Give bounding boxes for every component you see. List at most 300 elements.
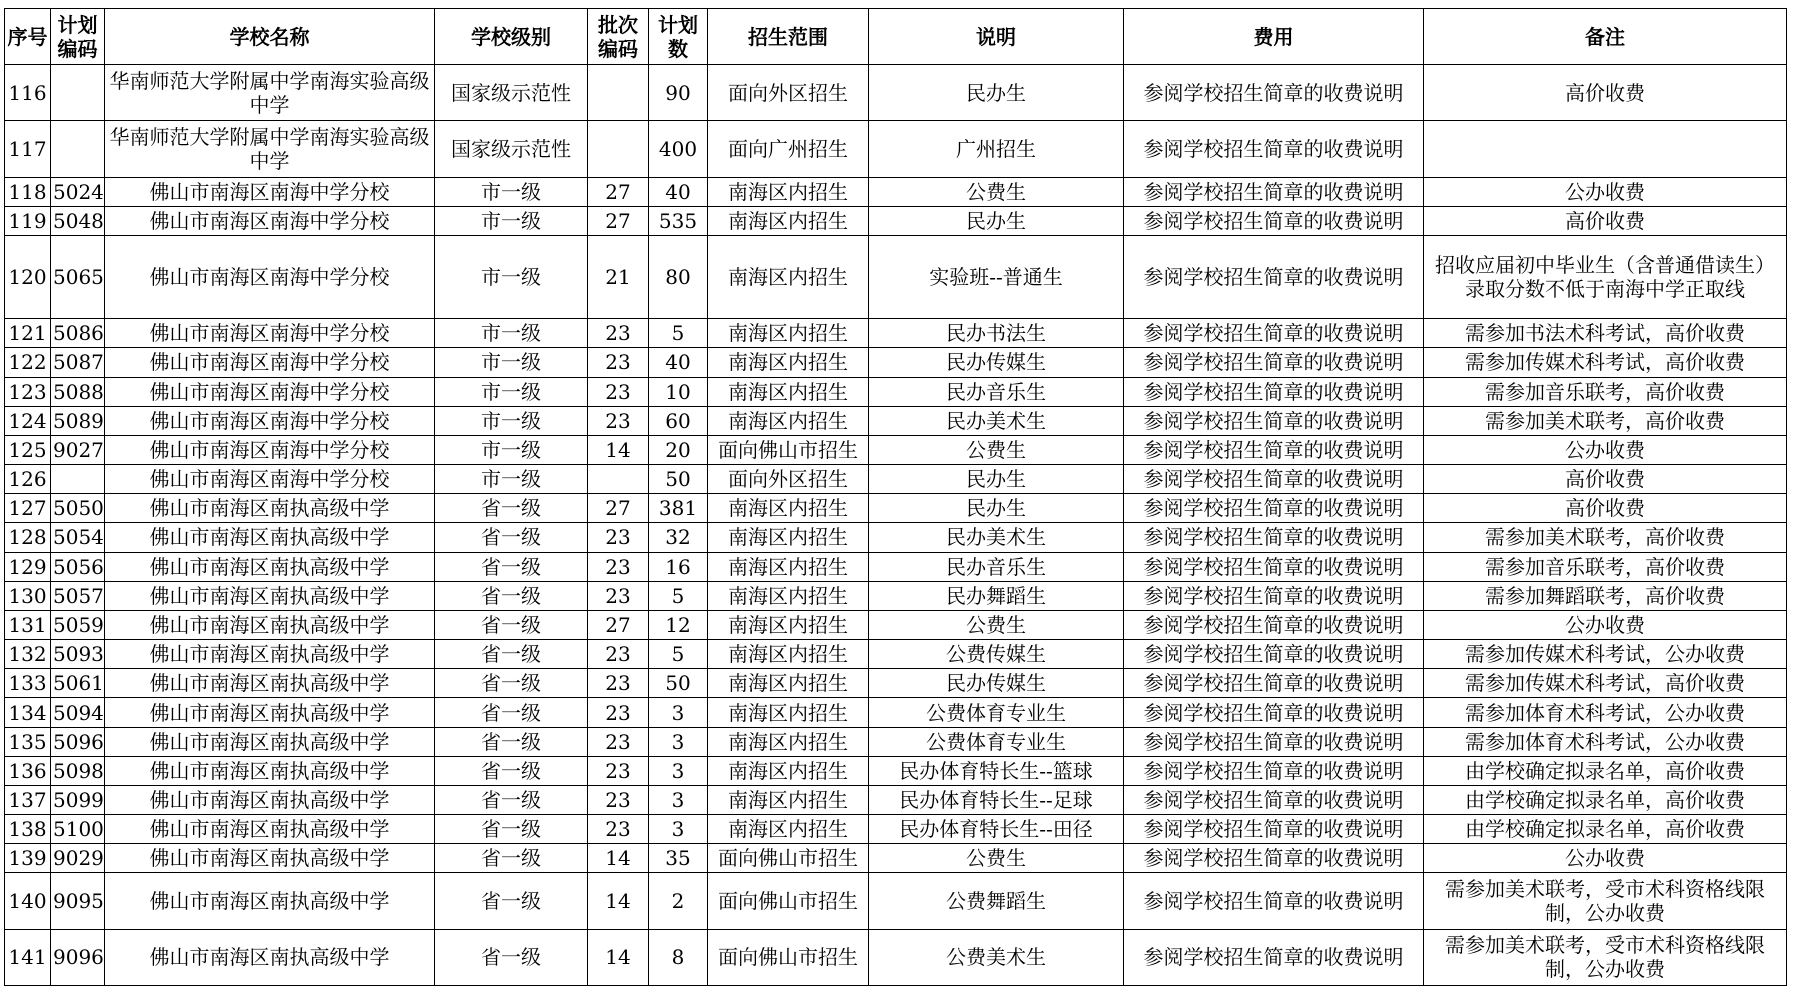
cell-plan-code: [51, 121, 105, 177]
cell-school-level: 国家级示范性: [435, 121, 588, 177]
cell-school-name: 佛山市南海区南执高级中学: [105, 815, 435, 844]
table-row: [5, 319, 1787, 348]
header-cell-enrollment-scope: 招生范围: [708, 9, 869, 65]
cell-fee: 参阅学校招生简章的收费说明: [1124, 929, 1424, 985]
cell-school-level: 省一级: [435, 844, 588, 873]
cell-index: 129: [5, 552, 51, 581]
cell-index: 123: [5, 377, 51, 406]
cell-remarks: 由学校确定拟录名单，高价收费: [1424, 815, 1787, 844]
cell-batch-code: 23: [588, 669, 649, 698]
cell-description: 民办生: [869, 494, 1124, 523]
cell-batch-code: [588, 121, 649, 177]
cell-school-level: 省一级: [435, 727, 588, 756]
cell-enrollment-scope: 南海区内招生: [708, 494, 869, 523]
cell-plan-count: 10: [649, 377, 708, 406]
cell-description: 公费体育专业生: [869, 727, 1124, 756]
table-row: [5, 494, 1787, 523]
cell-school-name: 华南师范大学附属中学南海实验高级中学: [105, 121, 435, 177]
cell-enrollment-scope: 面向佛山市招生: [708, 844, 869, 873]
enrollment-plan-table: [4, 8, 1787, 986]
cell-index: 139: [5, 844, 51, 873]
cell-plan-code: [51, 465, 105, 494]
cell-school-name: 佛山市南海区南海中学分校: [105, 319, 435, 348]
cell-fee: 参阅学校招生简章的收费说明: [1124, 523, 1424, 552]
header-cell-description: 说明: [869, 9, 1124, 65]
cell-fee: 参阅学校招生简章的收费说明: [1124, 552, 1424, 581]
cell-school-level: 省一级: [435, 523, 588, 552]
cell-school-level: 省一级: [435, 669, 588, 698]
cell-batch-code: 27: [588, 494, 649, 523]
cell-school-level: 省一级: [435, 610, 588, 639]
cell-description: 公费舞蹈生: [869, 873, 1124, 929]
cell-fee: 参阅学校招生简章的收费说明: [1124, 177, 1424, 206]
cell-enrollment-scope: 南海区内招生: [708, 319, 869, 348]
cell-plan-code: 5061: [51, 669, 105, 698]
cell-index: 137: [5, 785, 51, 814]
cell-plan-count: 535: [649, 206, 708, 235]
cell-description: 公费传媒生: [869, 640, 1124, 669]
cell-fee: 参阅学校招生简章的收费说明: [1124, 785, 1424, 814]
table-row: [5, 465, 1787, 494]
cell-plan-count: 5: [649, 640, 708, 669]
table-row: [5, 929, 1787, 985]
cell-fee: 参阅学校招生简章的收费说明: [1124, 640, 1424, 669]
cell-remarks: 需参加美术联考，高价收费: [1424, 406, 1787, 435]
cell-plan-code: 5059: [51, 610, 105, 639]
cell-plan-code: 9096: [51, 929, 105, 985]
cell-enrollment-scope: 南海区内招生: [708, 610, 869, 639]
cell-batch-code: 23: [588, 377, 649, 406]
cell-batch-code: 23: [588, 552, 649, 581]
cell-index: 125: [5, 435, 51, 464]
cell-school-level: 国家级示范性: [435, 65, 588, 121]
cell-school-level: 省一级: [435, 756, 588, 785]
table-row: [5, 815, 1787, 844]
cell-enrollment-scope: 南海区内招生: [708, 377, 869, 406]
cell-fee: 参阅学校招生简章的收费说明: [1124, 873, 1424, 929]
cell-fee: 参阅学校招生简章的收费说明: [1124, 698, 1424, 727]
cell-enrollment-scope: 南海区内招生: [708, 348, 869, 377]
cell-enrollment-scope: 南海区内招生: [708, 756, 869, 785]
cell-enrollment-scope: 面向外区招生: [708, 465, 869, 494]
header-cell-school-level: 学校级别: [435, 9, 588, 65]
cell-school-name: 佛山市南海区南执高级中学: [105, 494, 435, 523]
enrollment-plan-table-container: [4, 8, 1786, 986]
cell-batch-code: 27: [588, 610, 649, 639]
cell-index: 126: [5, 465, 51, 494]
cell-description: 民办生: [869, 206, 1124, 235]
table-row: [5, 523, 1787, 552]
cell-fee: 参阅学校招生简章的收费说明: [1124, 319, 1424, 348]
cell-description: 民办书法生: [869, 319, 1124, 348]
cell-description: 民办音乐生: [869, 552, 1124, 581]
cell-plan-count: 5: [649, 581, 708, 610]
cell-remarks: 需参加体育术科考试，公办收费: [1424, 698, 1787, 727]
cell-enrollment-scope: 南海区内招生: [708, 552, 869, 581]
cell-plan-count: 40: [649, 348, 708, 377]
cell-description: 民办传媒生: [869, 348, 1124, 377]
cell-plan-count: 32: [649, 523, 708, 552]
cell-enrollment-scope: 南海区内招生: [708, 406, 869, 435]
cell-batch-code: 21: [588, 235, 649, 318]
cell-index: 131: [5, 610, 51, 639]
cell-plan-code: 5096: [51, 727, 105, 756]
cell-plan-count: 12: [649, 610, 708, 639]
cell-remarks: 公办收费: [1424, 177, 1787, 206]
cell-remarks: 由学校确定拟录名单，高价收费: [1424, 756, 1787, 785]
cell-batch-code: [588, 465, 649, 494]
cell-remarks: 需参加音乐联考，高价收费: [1424, 377, 1787, 406]
cell-batch-code: 23: [588, 785, 649, 814]
cell-index: 122: [5, 348, 51, 377]
cell-fee: 参阅学校招生简章的收费说明: [1124, 206, 1424, 235]
cell-batch-code: 23: [588, 523, 649, 552]
cell-plan-code: 5054: [51, 523, 105, 552]
table-row: [5, 581, 1787, 610]
cell-fee: 参阅学校招生简章的收费说明: [1124, 377, 1424, 406]
cell-school-level: 市一级: [435, 235, 588, 318]
cell-index: 132: [5, 640, 51, 669]
cell-school-name: 佛山市南海区南执高级中学: [105, 929, 435, 985]
table-row: [5, 844, 1787, 873]
cell-plan-count: 35: [649, 844, 708, 873]
cell-fee: 参阅学校招生简章的收费说明: [1124, 756, 1424, 785]
cell-school-name: 佛山市南海区南执高级中学: [105, 581, 435, 610]
table-row: [5, 121, 1787, 177]
cell-description: 民办生: [869, 465, 1124, 494]
cell-remarks: 需参加书法术科考试，高价收费: [1424, 319, 1787, 348]
cell-plan-code: 5050: [51, 494, 105, 523]
cell-enrollment-scope: 面向佛山市招生: [708, 929, 869, 985]
cell-school-level: 市一级: [435, 177, 588, 206]
table-row: [5, 698, 1787, 727]
cell-school-level: 省一级: [435, 785, 588, 814]
cell-fee: 参阅学校招生简章的收费说明: [1124, 669, 1424, 698]
cell-fee: 参阅学校招生简章的收费说明: [1124, 610, 1424, 639]
cell-plan-count: 3: [649, 727, 708, 756]
cell-batch-code: 14: [588, 873, 649, 929]
cell-plan-count: 8: [649, 929, 708, 985]
cell-fee: 参阅学校招生简章的收费说明: [1124, 815, 1424, 844]
cell-batch-code: 23: [588, 727, 649, 756]
cell-enrollment-scope: 南海区内招生: [708, 785, 869, 814]
cell-school-name: 华南师范大学附属中学南海实验高级中学: [105, 65, 435, 121]
cell-description: 公费生: [869, 177, 1124, 206]
cell-fee: 参阅学校招生简章的收费说明: [1124, 235, 1424, 318]
cell-batch-code: 23: [588, 348, 649, 377]
cell-plan-count: 90: [649, 65, 708, 121]
cell-remarks: 招收应届初中毕业生（含普通借读生）录取分数不低于南海中学正取线: [1424, 235, 1787, 318]
table-row: [5, 435, 1787, 464]
cell-batch-code: 14: [588, 929, 649, 985]
cell-remarks: [1424, 121, 1787, 177]
cell-school-name: 佛山市南海区南海中学分校: [105, 465, 435, 494]
cell-school-level: 市一级: [435, 319, 588, 348]
header-cell-batch-code: 批次编码: [588, 9, 649, 65]
cell-remarks: 需参加美术联考，受市术科资格线限制，公办收费: [1424, 873, 1787, 929]
cell-description: 公费美术生: [869, 929, 1124, 985]
cell-index: 141: [5, 929, 51, 985]
header-cell-remarks: 备注: [1424, 9, 1787, 65]
cell-plan-code: 9027: [51, 435, 105, 464]
cell-fee: 参阅学校招生简章的收费说明: [1124, 494, 1424, 523]
cell-enrollment-scope: 面向广州招生: [708, 121, 869, 177]
cell-remarks: 高价收费: [1424, 65, 1787, 121]
cell-school-level: 市一级: [435, 406, 588, 435]
cell-index: 117: [5, 121, 51, 177]
cell-remarks: 需参加传媒术科考试，公办收费: [1424, 640, 1787, 669]
cell-school-name: 佛山市南海区南执高级中学: [105, 669, 435, 698]
cell-plan-count: 5: [649, 319, 708, 348]
table-row: [5, 177, 1787, 206]
cell-school-name: 佛山市南海区南海中学分校: [105, 406, 435, 435]
cell-plan-count: 50: [649, 465, 708, 494]
cell-school-name: 佛山市南海区南海中学分校: [105, 206, 435, 235]
cell-description: 民办舞蹈生: [869, 581, 1124, 610]
cell-index: 116: [5, 65, 51, 121]
cell-batch-code: 23: [588, 581, 649, 610]
header-row: [5, 9, 1787, 65]
cell-plan-count: 3: [649, 815, 708, 844]
cell-index: 127: [5, 494, 51, 523]
table-row: [5, 377, 1787, 406]
cell-remarks: 由学校确定拟录名单，高价收费: [1424, 785, 1787, 814]
cell-plan-code: 5048: [51, 206, 105, 235]
cell-remarks: 需参加传媒术科考试，高价收费: [1424, 669, 1787, 698]
cell-fee: 参阅学校招生简章的收费说明: [1124, 844, 1424, 873]
cell-school-name: 佛山市南海区南执高级中学: [105, 698, 435, 727]
cell-index: 119: [5, 206, 51, 235]
cell-description: 民办生: [869, 65, 1124, 121]
cell-description: 民办美术生: [869, 406, 1124, 435]
table-row: [5, 669, 1787, 698]
cell-school-level: 省一级: [435, 698, 588, 727]
cell-index: 135: [5, 727, 51, 756]
cell-index: 136: [5, 756, 51, 785]
cell-plan-count: 16: [649, 552, 708, 581]
cell-school-level: 省一级: [435, 873, 588, 929]
cell-plan-count: 40: [649, 177, 708, 206]
table-row: [5, 640, 1787, 669]
cell-fee: 参阅学校招生简章的收费说明: [1124, 581, 1424, 610]
table-body: [5, 65, 1787, 986]
cell-description: 民办体育特长生--篮球: [869, 756, 1124, 785]
cell-plan-code: 5100: [51, 815, 105, 844]
cell-batch-code: 27: [588, 177, 649, 206]
cell-enrollment-scope: 南海区内招生: [708, 669, 869, 698]
cell-fee: 参阅学校招生简章的收费说明: [1124, 465, 1424, 494]
cell-batch-code: 23: [588, 698, 649, 727]
cell-plan-code: 5088: [51, 377, 105, 406]
table-row: [5, 785, 1787, 814]
cell-description: 公费体育专业生: [869, 698, 1124, 727]
cell-remarks: 高价收费: [1424, 465, 1787, 494]
cell-index: 121: [5, 319, 51, 348]
table-row: [5, 235, 1787, 318]
cell-index: 120: [5, 235, 51, 318]
cell-plan-code: 5056: [51, 552, 105, 581]
cell-enrollment-scope: 面向佛山市招生: [708, 873, 869, 929]
cell-description: 公费生: [869, 435, 1124, 464]
cell-school-name: 佛山市南海区南海中学分校: [105, 435, 435, 464]
cell-description: 广州招生: [869, 121, 1124, 177]
cell-index: 128: [5, 523, 51, 552]
cell-enrollment-scope: 南海区内招生: [708, 581, 869, 610]
cell-plan-count: 80: [649, 235, 708, 318]
table-row: [5, 552, 1787, 581]
cell-plan-code: 5057: [51, 581, 105, 610]
cell-batch-code: 23: [588, 815, 649, 844]
cell-description: 民办体育特长生--足球: [869, 785, 1124, 814]
cell-school-level: 省一级: [435, 581, 588, 610]
cell-enrollment-scope: 南海区内招生: [708, 235, 869, 318]
cell-index: 124: [5, 406, 51, 435]
cell-plan-code: 5089: [51, 406, 105, 435]
header-cell-plan-count: 计划数: [649, 9, 708, 65]
cell-school-name: 佛山市南海区南海中学分校: [105, 235, 435, 318]
cell-school-name: 佛山市南海区南海中学分校: [105, 177, 435, 206]
cell-school-name: 佛山市南海区南执高级中学: [105, 873, 435, 929]
cell-description: 公费生: [869, 610, 1124, 639]
cell-description: 民办体育特长生--田径: [869, 815, 1124, 844]
cell-remarks: 需参加音乐联考，高价收费: [1424, 552, 1787, 581]
cell-school-level: 省一级: [435, 929, 588, 985]
cell-fee: 参阅学校招生简章的收费说明: [1124, 121, 1424, 177]
cell-batch-code: [588, 65, 649, 121]
cell-remarks: 需参加体育术科考试，公办收费: [1424, 727, 1787, 756]
cell-plan-code: 5099: [51, 785, 105, 814]
cell-school-name: 佛山市南海区南执高级中学: [105, 844, 435, 873]
cell-school-name: 佛山市南海区南海中学分校: [105, 377, 435, 406]
table-row: [5, 206, 1787, 235]
cell-school-level: 省一级: [435, 494, 588, 523]
cell-remarks: 公办收费: [1424, 435, 1787, 464]
cell-index: 133: [5, 669, 51, 698]
cell-school-name: 佛山市南海区南执高级中学: [105, 640, 435, 669]
cell-school-level: 市一级: [435, 465, 588, 494]
cell-school-level: 市一级: [435, 435, 588, 464]
table-row: [5, 65, 1787, 121]
cell-batch-code: 23: [588, 406, 649, 435]
cell-description: 民办音乐生: [869, 377, 1124, 406]
cell-batch-code: 14: [588, 844, 649, 873]
cell-school-level: 省一级: [435, 815, 588, 844]
cell-enrollment-scope: 南海区内招生: [708, 206, 869, 235]
cell-index: 130: [5, 581, 51, 610]
cell-plan-count: 2: [649, 873, 708, 929]
cell-batch-code: 14: [588, 435, 649, 464]
cell-school-name: 佛山市南海区南执高级中学: [105, 523, 435, 552]
cell-remarks: 公办收费: [1424, 610, 1787, 639]
cell-plan-code: 5024: [51, 177, 105, 206]
cell-plan-count: 20: [649, 435, 708, 464]
cell-school-level: 市一级: [435, 377, 588, 406]
cell-school-name: 佛山市南海区南执高级中学: [105, 610, 435, 639]
cell-school-name: 佛山市南海区南海中学分校: [105, 348, 435, 377]
cell-index: 134: [5, 698, 51, 727]
cell-fee: 参阅学校招生简章的收费说明: [1124, 348, 1424, 377]
cell-batch-code: 23: [588, 640, 649, 669]
cell-plan-code: 5098: [51, 756, 105, 785]
cell-remarks: 高价收费: [1424, 206, 1787, 235]
cell-school-name: 佛山市南海区南执高级中学: [105, 756, 435, 785]
cell-remarks: 需参加美术联考，高价收费: [1424, 523, 1787, 552]
header-cell-fee: 费用: [1124, 9, 1424, 65]
table-row: [5, 873, 1787, 929]
cell-index: 140: [5, 873, 51, 929]
cell-description: 实验班--普通生: [869, 235, 1124, 318]
cell-index: 138: [5, 815, 51, 844]
cell-enrollment-scope: 南海区内招生: [708, 698, 869, 727]
cell-remarks: 公办收费: [1424, 844, 1787, 873]
cell-plan-code: 9095: [51, 873, 105, 929]
cell-fee: 参阅学校招生简章的收费说明: [1124, 406, 1424, 435]
header-cell-index: 序号: [5, 9, 51, 65]
cell-plan-count: 60: [649, 406, 708, 435]
cell-plan-count: 3: [649, 698, 708, 727]
cell-description: 民办美术生: [869, 523, 1124, 552]
cell-plan-count: 3: [649, 785, 708, 814]
cell-fee: 参阅学校招生简章的收费说明: [1124, 727, 1424, 756]
header-cell-school-name: 学校名称: [105, 9, 435, 65]
table-row: [5, 727, 1787, 756]
cell-school-name: 佛山市南海区南执高级中学: [105, 552, 435, 581]
cell-batch-code: 23: [588, 756, 649, 785]
cell-school-level: 省一级: [435, 552, 588, 581]
cell-index: 118: [5, 177, 51, 206]
table-row: [5, 756, 1787, 785]
cell-enrollment-scope: 南海区内招生: [708, 523, 869, 552]
cell-remarks: 需参加舞蹈联考，高价收费: [1424, 581, 1787, 610]
cell-remarks: 高价收费: [1424, 494, 1787, 523]
cell-school-name: 佛山市南海区南执高级中学: [105, 727, 435, 756]
cell-plan-code: [51, 65, 105, 121]
cell-batch-code: 27: [588, 206, 649, 235]
cell-school-level: 市一级: [435, 348, 588, 377]
cell-plan-count: 381: [649, 494, 708, 523]
table-row: [5, 348, 1787, 377]
cell-plan-code: 5065: [51, 235, 105, 318]
cell-batch-code: 23: [588, 319, 649, 348]
cell-enrollment-scope: 南海区内招生: [708, 640, 869, 669]
cell-school-name: 佛山市南海区南执高级中学: [105, 785, 435, 814]
cell-description: 民办传媒生: [869, 669, 1124, 698]
cell-school-level: 市一级: [435, 206, 588, 235]
cell-school-level: 省一级: [435, 640, 588, 669]
cell-remarks: 需参加传媒术科考试，高价收费: [1424, 348, 1787, 377]
cell-remarks: 需参加美术联考，受市术科资格线限制，公办收费: [1424, 929, 1787, 985]
cell-plan-code: 5093: [51, 640, 105, 669]
cell-plan-count: 400: [649, 121, 708, 177]
cell-plan-code: 9029: [51, 844, 105, 873]
table-row: [5, 610, 1787, 639]
cell-plan-count: 3: [649, 756, 708, 785]
cell-plan-code: 5087: [51, 348, 105, 377]
cell-enrollment-scope: 面向佛山市招生: [708, 435, 869, 464]
cell-plan-code: 5086: [51, 319, 105, 348]
cell-plan-code: 5094: [51, 698, 105, 727]
cell-enrollment-scope: 南海区内招生: [708, 727, 869, 756]
cell-description: 公费生: [869, 844, 1124, 873]
cell-plan-count: 50: [649, 669, 708, 698]
header-cell-plan-code: 计划编码: [51, 9, 105, 65]
cell-enrollment-scope: 南海区内招生: [708, 177, 869, 206]
table-row: [5, 406, 1787, 435]
cell-enrollment-scope: 南海区内招生: [708, 815, 869, 844]
cell-enrollment-scope: 面向外区招生: [708, 65, 869, 121]
cell-fee: 参阅学校招生简章的收费说明: [1124, 435, 1424, 464]
cell-fee: 参阅学校招生简章的收费说明: [1124, 65, 1424, 121]
